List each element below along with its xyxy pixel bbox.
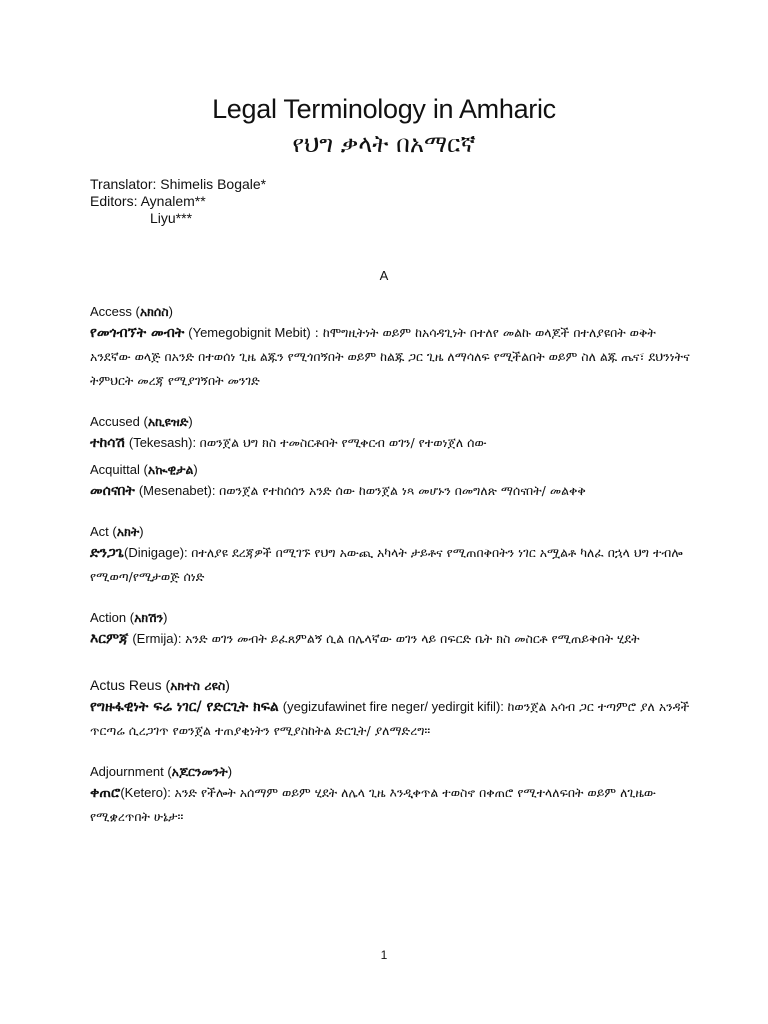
- term-english: Accused: [90, 414, 140, 429]
- entry-transliteration: Mesenabet: [143, 483, 208, 498]
- entry-term: Adjournment (አጆርንመንት): [90, 764, 233, 779]
- term-english: Actus Reus: [90, 677, 162, 693]
- term-amharic: አክሽን: [134, 610, 164, 625]
- glossary-entry: [90, 523, 690, 589]
- credits-block: [90, 176, 266, 227]
- section-letter: A: [379, 268, 389, 283]
- entry-headword: እርምጃ: [90, 631, 129, 647]
- term-english: Acquittal: [90, 462, 140, 477]
- term-amharic: አክት: [116, 524, 140, 539]
- term-amharic: አኪዩዝድ: [147, 414, 189, 429]
- glossary-entries: [90, 303, 690, 849]
- entry-term: Act (አክት): [90, 524, 144, 539]
- entry-term: Actus Reus (አክተስ ሪዩስ): [90, 677, 230, 693]
- term-english: Action: [90, 610, 127, 625]
- entry-definition: መሰናበት (Mesenabet): በወንጀል የተከሰሰን አንድ ሰው ከወንጀል ነጻ መሆኑን በመግለጽ ማሰናበት/ መልቀቅ: [90, 483, 586, 499]
- entry-definition: እርምጃ (Ermija): አንድ ወገን መብት ይፈጸምልኝ ሲል በሌላኛው ወገን ላይ በፍርድ ቤት ክስ መስርቶ የሚጠይቅበት ሂደት: [90, 631, 640, 647]
- editor-second-line: Liyu***: [150, 210, 193, 226]
- term-amharic: አክሰስ: [139, 304, 169, 319]
- entry-definition: ተከሳሽ (Tekesash): በወንጀል ህግ ክስ ተመስርቶበት የሚቀርብ ወገን/ የተወነጀለ ሰው: [90, 435, 487, 451]
- entry-headword: ተከሳሽ: [90, 435, 125, 451]
- entry-definition: የግዙፋዊነት ፍሬ ነገር/ የድርጊት ክፍል (yegizufawinet fire neger/ yedirgit kifil): ከወንጀል አሳብ ጋር ተጣምሮ ያለ አንዳች ጥርጣሬ ሲረጋገጥ የወንጀል ተጠያቂነትን የሚያስከትል ድርጊት/ ያለማድረግ።: [90, 699, 690, 738]
- glossary-entry: [90, 609, 690, 651]
- glossary-entry: [90, 763, 690, 829]
- entry-transliteration: yegizufawinet fire neger/ yedirgit kifil: [287, 699, 496, 714]
- entry-transliteration: Ketero: [124, 785, 163, 800]
- entry-headword: ድንጋጌ: [90, 545, 125, 561]
- term-english: Act: [90, 524, 109, 539]
- entry-headword: ቀጠሮ: [90, 785, 121, 801]
- page-title-amharic: የህግ ቃላት በአማርኛ: [292, 130, 476, 158]
- translator-line: Translator: Shimelis Bogale*: [90, 176, 267, 192]
- entry-definition-text: አንድ የችሎት አሰማም ወይም ሂደት ለሌላ ጊዜ እንዲቀጥል ተወስኖ በቀጠሮ የሚተላለፍበት ወይም ለጊዜው የሚቋረጥበት ሁኔታ።: [90, 785, 656, 824]
- entry-transliteration: Yemegobignit Mebit: [192, 325, 307, 340]
- entry-definition: ቀጠሮ(Ketero): አንድ የችሎት አሰማም ወይም ሂደት ለሌላ ጊዜ እንዲቀጥል ተወስኖ በቀጠሮ የሚተላለፍበት ወይም ለጊዜው የሚቋረጥበት ሁኔታ።: [90, 785, 656, 824]
- entry-transliteration: Dinigage: [128, 545, 180, 560]
- term-amharic: አጆርንመንት: [171, 764, 228, 779]
- entry-definition-text: በተለያዩ ደረጃዎች በሚገኙ የህግ አውጪ አካላት ታይቶና የሚጠበቅበትን ነገር አሟልቶ ካለፈ በኋላ ህግ ተብሎ የሚወጣ/የሚታወጅ ሰነድ: [90, 545, 683, 584]
- glossary-entry: [90, 303, 690, 393]
- entry-definition-text: ከሞግዚትነት ወይም ከአሳዳጊነት በተለየ መልኩ ወላጆች በተለያዩበት ወቅት አንደኛው ወላጅ በአንድ በተወሰነ ጊዜ ልጁን የሚጎበኝበት ወይም ከልጁ ጋር ጊዜ ለማሳለፍ የሚችልበት ወይም ስለ ልጁ ጤና፣ ደህንነትና ትምህርት መረጃ የሚያገኝበት መንገድ: [90, 325, 690, 388]
- entry-term: Access (አክሰስ): [90, 304, 173, 319]
- entry-term: Action (አክሽን): [90, 610, 168, 625]
- term-english: Adjournment: [90, 764, 164, 779]
- entry-transliteration: Ermija: [136, 631, 174, 646]
- glossary-entry: [90, 461, 690, 503]
- term-amharic: አኲዊታል: [147, 462, 194, 477]
- entry-term: Accused (አኪዩዝድ): [90, 414, 193, 429]
- glossary-entry: [90, 677, 690, 743]
- page-title-english: Legal Terminology in Amharic: [212, 94, 556, 124]
- entry-headword: የግዙፋዊነት ፍሬ ነገር/ የድርጊት ክፍል: [90, 699, 279, 715]
- glossary-entry: [90, 413, 690, 455]
- term-amharic: አክተስ ሪዩስ: [170, 678, 226, 693]
- page-number: 1: [380, 948, 388, 962]
- entry-definition-text: በወንጀል የተከሰሰን አንድ ሰው ከወንጀል ነጻ መሆኑን በመግለጽ ማሰናበት/ መልቀቅ: [219, 483, 586, 498]
- entry-term: Acquittal (አኲዊታል): [90, 462, 198, 477]
- term-english: Access: [90, 304, 132, 319]
- entry-headword: የመጎብኘት መብት: [90, 325, 185, 341]
- entry-definition-text: በወንጀል ህግ ክስ ተመስርቶበት የሚቀርብ ወገን/ የተወነጀለ ሰው: [199, 435, 487, 450]
- entry-definition-text: አንድ ወገን መብት ይፈጸምልኝ ሲል በሌላኛው ወገን ላይ በፍርድ ቤት ክስ መስርቶ የሚጠይቅበት ሂደት: [185, 631, 640, 646]
- entry-definition: የመጎብኘት መብት (Yemegobignit Mebit) : ከሞግዚትነት ወይም ከአሳዳጊነት በተለየ መልኩ ወላጆች በተለያዩበት ወቅት አንደኛው ወላጅ በአንድ በተወሰነ ጊዜ ልጁን የሚጎበኝበት ወይም ከልጁ ጋር ጊዜ ለማሳለፍ የሚችልበት ወይም ስለ ልጁ ጤና፣ ደህንነትና ትምህርት መረጃ የሚያገኝበት መንገድ: [90, 325, 690, 388]
- entry-headword: መሰናበት: [90, 483, 135, 499]
- editors-line: Editors: Aynalem**: [90, 193, 206, 209]
- entry-definition: ድንጋጌ(Dinigage): በተለያዩ ደረጃዎች በሚገኙ የህግ አውጪ አካላት ታይቶና የሚጠበቅበትን ነገር አሟልቶ ካለፈ በኋላ ህግ ተብሎ የሚወጣ/የሚታወጅ ሰነድ: [90, 545, 683, 584]
- entry-transliteration: Tekesash: [133, 435, 189, 450]
- entry-definition-text: ከወንጀል አሳብ ጋር ተጣምሮ ያለ አንዳች ጥርጣሬ ሲረጋገጥ የወንጀል ተጠያቂነትን የሚያስከትል ድርጊት/ ያለማድረግ።: [90, 699, 690, 738]
